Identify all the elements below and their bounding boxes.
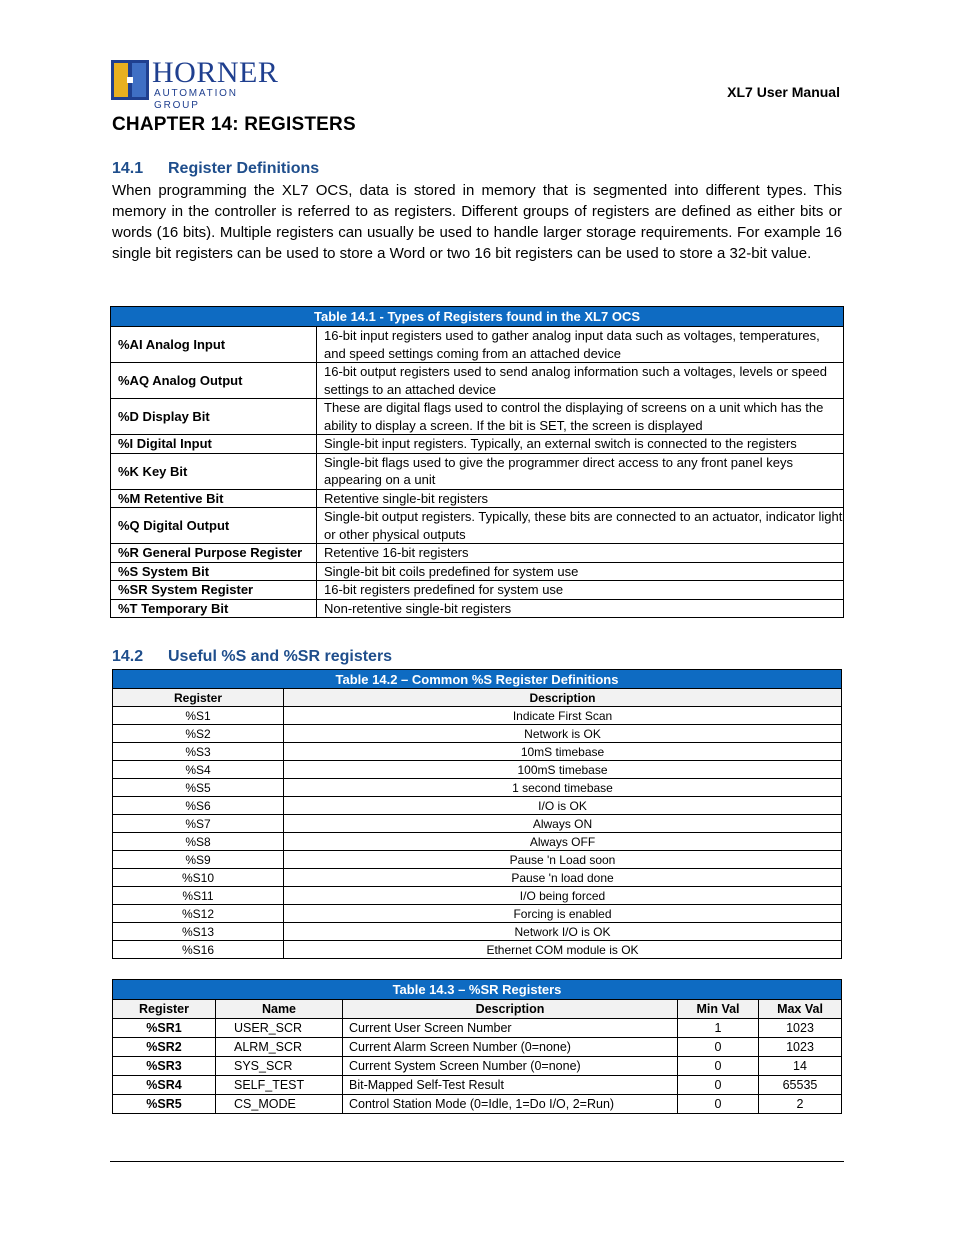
column-header: Min Val bbox=[678, 1000, 759, 1019]
column-header: Register bbox=[113, 689, 284, 707]
table-row bbox=[113, 815, 842, 833]
table-row bbox=[113, 1095, 842, 1114]
min-val-cell: 1 bbox=[678, 1019, 759, 1038]
register-cell: %S10 bbox=[113, 869, 284, 887]
table-row bbox=[113, 905, 842, 923]
table-row bbox=[113, 923, 842, 941]
description-cell: 10mS timebase bbox=[284, 743, 842, 761]
register-cell: %S11 bbox=[113, 887, 284, 905]
column-header: Name bbox=[216, 1000, 343, 1019]
description-cell: Indicate First Scan bbox=[284, 707, 842, 725]
register-cell: %S8 bbox=[113, 833, 284, 851]
description-cell: 100mS timebase bbox=[284, 761, 842, 779]
register-cell: %S7 bbox=[113, 815, 284, 833]
register-cell: %S1 bbox=[113, 707, 284, 725]
logo-subtext: AUTOMATION GROUP bbox=[154, 88, 238, 111]
table-row bbox=[111, 399, 844, 435]
min-val-cell: 0 bbox=[678, 1038, 759, 1057]
register-cell: %S2 bbox=[113, 725, 284, 743]
table-row bbox=[111, 508, 844, 544]
register-description: Single-bit bit coils predefined for system use bbox=[317, 562, 844, 581]
register-cell: %SR2 bbox=[113, 1038, 216, 1057]
description-cell: 1 second timebase bbox=[284, 779, 842, 797]
register-cell: %S16 bbox=[113, 941, 284, 959]
section-heading-14-2 bbox=[112, 648, 392, 666]
min-val-cell: 0 bbox=[678, 1057, 759, 1076]
table-row bbox=[111, 363, 844, 399]
description-cell: Control Station Mode (0=Idle, 1=Do I/O, 2=Run) bbox=[343, 1095, 678, 1114]
table-row bbox=[113, 941, 842, 959]
column-header: Description bbox=[343, 1000, 678, 1019]
table-row bbox=[113, 743, 842, 761]
description-cell: Network I/O is OK bbox=[284, 923, 842, 941]
name-cell: CS_MODE bbox=[216, 1095, 343, 1114]
table-row bbox=[111, 562, 844, 581]
table-row bbox=[113, 887, 842, 905]
register-cell: %SR4 bbox=[113, 1076, 216, 1095]
register-type: %S System Bit bbox=[111, 562, 317, 581]
chapter-title: CHAPTER 14: REGISTERS bbox=[112, 114, 356, 135]
description-cell: Pause 'n Load soon bbox=[284, 851, 842, 869]
register-type: %K Key Bit bbox=[111, 453, 317, 489]
section-number: 14.1 bbox=[112, 160, 144, 177]
description-cell: I/O being forced bbox=[284, 887, 842, 905]
register-cell: %S13 bbox=[113, 923, 284, 941]
description-cell: Forcing is enabled bbox=[284, 905, 842, 923]
description-cell: Current Alarm Screen Number (0=none) bbox=[343, 1038, 678, 1057]
table-row bbox=[111, 489, 844, 508]
table-caption: Table 14.3 – %SR Registers bbox=[113, 980, 842, 1000]
min-val-cell: 0 bbox=[678, 1095, 759, 1114]
table-row bbox=[111, 581, 844, 600]
max-val-cell: 1023 bbox=[759, 1019, 842, 1038]
register-types-table bbox=[110, 306, 844, 618]
description-cell: I/O is OK bbox=[284, 797, 842, 815]
section-title: Useful %S and %SR registers bbox=[168, 648, 393, 665]
register-type: %SR System Register bbox=[111, 581, 317, 600]
logo-text: HORNER bbox=[152, 56, 279, 89]
register-type: %Q Digital Output bbox=[111, 508, 317, 544]
column-header: Description bbox=[284, 689, 842, 707]
description-cell: Current User Screen Number bbox=[343, 1019, 678, 1038]
table-row bbox=[113, 1057, 842, 1076]
name-cell: USER_SCR bbox=[216, 1019, 343, 1038]
table-row bbox=[113, 869, 842, 887]
register-cell: %S4 bbox=[113, 761, 284, 779]
description-cell: Current System Screen Number (0=none) bbox=[343, 1057, 678, 1076]
register-description: Non-retentive single-bit registers bbox=[317, 599, 844, 618]
register-cell: %SR1 bbox=[113, 1019, 216, 1038]
register-description: 16-bit registers predefined for system use bbox=[317, 581, 844, 600]
column-header: Register bbox=[113, 1000, 216, 1019]
description-cell: Always OFF bbox=[284, 833, 842, 851]
register-type: %I Digital Input bbox=[111, 435, 317, 454]
table-row bbox=[113, 833, 842, 851]
register-description: Single-bit output registers. Typically, these bits are connected to an actuator, indicator light or other physical outputs bbox=[317, 508, 844, 544]
register-type: %AQ Analog Output bbox=[111, 363, 317, 399]
max-val-cell: 1023 bbox=[759, 1038, 842, 1057]
register-description: Single-bit input registers. Typically, an external switch is connected to the registers bbox=[317, 435, 844, 454]
section-paragraph: When programming the XL7 OCS, data is stored in memory that is segmented into different types. This memory in the controller is referred to as registers. Different groups of registers are defined as either bits or words (16 bits). Multiple registers can usually be used to handle larger storage requirements. For example 16 single bit registers can be used to store a Word or two 16 bit registers can be used to store a 32-bit value. bbox=[112, 182, 842, 262]
table-row bbox=[113, 707, 842, 725]
table-caption: Table 14.2 – Common %S Register Definitions bbox=[113, 670, 842, 689]
description-cell: Pause 'n load done bbox=[284, 869, 842, 887]
register-description: Retentive single-bit registers bbox=[317, 489, 844, 508]
column-header: Max Val bbox=[759, 1000, 842, 1019]
name-cell: ALRM_SCR bbox=[216, 1038, 343, 1057]
register-type: %D Display Bit bbox=[111, 399, 317, 435]
sr-register-table bbox=[112, 979, 842, 1114]
table-row bbox=[111, 599, 844, 618]
description-cell: Ethernet COM module is OK bbox=[284, 941, 842, 959]
section-heading-14-1 bbox=[112, 160, 319, 178]
register-description: Single-bit flags used to give the programmer direct access to any front panel keys appearing on a unit bbox=[317, 453, 844, 489]
table-row bbox=[113, 797, 842, 815]
section-number: 14.2 bbox=[112, 648, 144, 665]
table-row bbox=[113, 1038, 842, 1057]
max-val-cell: 65535 bbox=[759, 1076, 842, 1095]
register-cell: %S3 bbox=[113, 743, 284, 761]
table-row bbox=[113, 725, 842, 743]
s-register-table bbox=[112, 669, 842, 959]
register-cell: %SR5 bbox=[113, 1095, 216, 1114]
table-row bbox=[111, 544, 844, 563]
register-type: %AI Analog Input bbox=[111, 327, 317, 363]
register-description: 16-bit input registers used to gather analog input data such as voltages, temperatures, and speed settings coming from an attached device bbox=[317, 327, 844, 363]
register-cell: %S6 bbox=[113, 797, 284, 815]
register-cell: %S9 bbox=[113, 851, 284, 869]
description-cell: Always ON bbox=[284, 815, 842, 833]
table-caption: Table 14.1 - Types of Registers found in the XL7 OCS bbox=[111, 307, 844, 327]
register-description: These are digital flags used to control the displaying of screens on a unit which has the ability to display a screen. If the bit is SET, the screen is displayed bbox=[317, 399, 844, 435]
max-val-cell: 14 bbox=[759, 1057, 842, 1076]
register-type: %M Retentive Bit bbox=[111, 489, 317, 508]
register-cell: %S12 bbox=[113, 905, 284, 923]
manual-title: XL7 User Manual bbox=[727, 84, 840, 100]
description-cell: Bit-Mapped Self-Test Result bbox=[343, 1076, 678, 1095]
description-cell: Network is OK bbox=[284, 725, 842, 743]
table-row bbox=[111, 435, 844, 454]
table-row bbox=[113, 779, 842, 797]
table-row bbox=[113, 851, 842, 869]
footer-divider bbox=[110, 1161, 844, 1162]
register-cell: %S5 bbox=[113, 779, 284, 797]
register-type: %T Temporary Bit bbox=[111, 599, 317, 618]
table-row bbox=[113, 761, 842, 779]
horner-logo bbox=[111, 56, 281, 111]
name-cell: SYS_SCR bbox=[216, 1057, 343, 1076]
register-description: 16-bit output registers used to send analog information such a voltages, levels or speed settings to an attached device bbox=[317, 363, 844, 399]
table-row bbox=[111, 453, 844, 489]
table-row bbox=[111, 327, 844, 363]
min-val-cell: 0 bbox=[678, 1076, 759, 1095]
register-type: %R General Purpose Register bbox=[111, 544, 317, 563]
section-title: Register Definitions bbox=[168, 160, 320, 177]
name-cell: SELF_TEST bbox=[216, 1076, 343, 1095]
table-row bbox=[113, 1076, 842, 1095]
horner-logo-mark-icon bbox=[111, 60, 149, 100]
register-description: Retentive 16-bit registers bbox=[317, 544, 844, 563]
register-cell: %SR3 bbox=[113, 1057, 216, 1076]
table-row bbox=[113, 1019, 842, 1038]
max-val-cell: 2 bbox=[759, 1095, 842, 1114]
